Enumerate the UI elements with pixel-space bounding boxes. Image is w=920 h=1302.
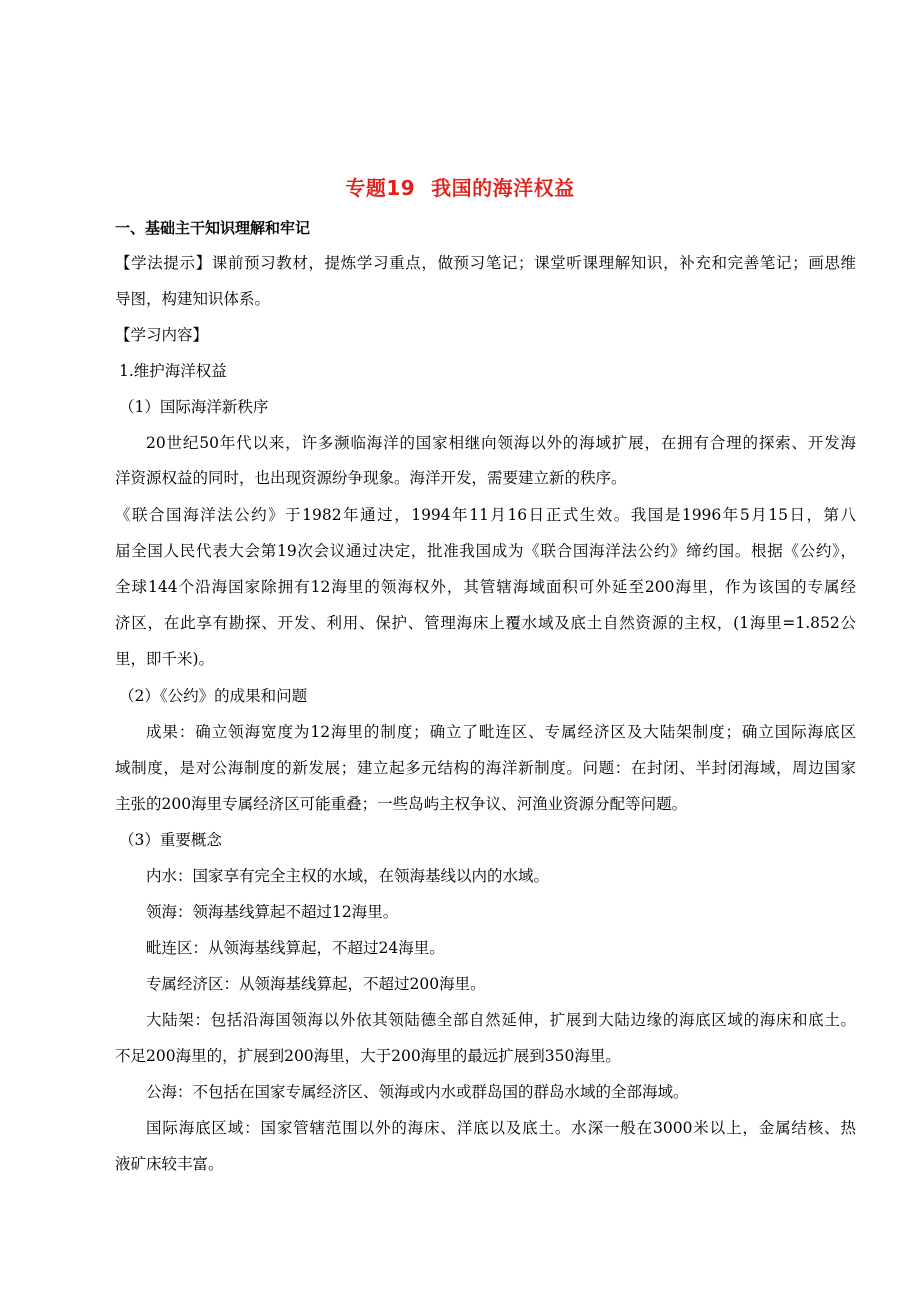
concept-continental-shelf-line-2: 不足200海里的，扩展到200海里，大于200海里的最远扩展到350海里。 [115, 1047, 621, 1065]
tips-line-1: 【学法提示】课前预习教材，提炼学习重点，做预习笔记；课堂听课理解知识，补充和完善笔记；画思维 [115, 254, 856, 272]
paragraph-2-line-4: 济区，在此享有勘探、开发、利用、保护、管理海床上覆水域及底土自然资源的主权，(1海里=1.852公 [115, 614, 856, 632]
paragraph-2-line-3: 全球144个沿海国家除拥有12海里的领海权外，其管辖海域面积可外延至200海里，作为该国的专属经 [115, 578, 856, 596]
paragraph-3-line-3: 主张的200海里专属经济区可能重叠；一些岛屿主权争议、河渔业资源分配等问题。 [115, 795, 688, 813]
concept-territorial-sea: 领海：领海基线算起不超过12海里。 [146, 903, 399, 921]
concept-internal-waters: 内水：国家享有完全主权的水域，在领海基线以内的水域。 [146, 867, 550, 885]
item-1-heading: 1.维护海洋权益 [119, 362, 227, 380]
subheading-3: （3）重要概念 [119, 831, 222, 849]
concept-high-seas: 公海：不包括在国家专属经济区、领海或内水或群岛国的群岛水域的全部海域。 [146, 1083, 689, 1101]
paragraph-3-line-2: 域制度，是对公海制度的新发展；建立起多元结构的海洋新制度。问题：在封闭、半封闭海域，周边国家 [115, 759, 856, 777]
concept-seabed-area-line-1: 国际海底区域：国家管辖范围以外的海床、洋底以及底土。水深一般在3000米以上，金属结核、热 [146, 1119, 856, 1137]
page-title [0, 172, 920, 201]
paragraph-3-line-1: 成果：确立领海宽度为12海里的制度；确立了毗连区、专属经济区及大陆架制度；确立国际海底区 [146, 723, 856, 741]
title-number: 专题19 [345, 176, 416, 200]
paragraph-1-line-1: 20世纪50年代以来，许多濒临海洋的国家相继向领海以外的海域扩展，在拥有合理的探索、开发海 [146, 434, 856, 452]
content-label: 【学习内容】 [115, 326, 209, 344]
paragraph-1-line-2: 洋资源权益的同时，也出现资源纷争现象。海洋开发，需要建立新的秩序。 [115, 469, 627, 487]
concept-eez: 专属经济区：从领海基线算起，不超过200海里。 [146, 975, 486, 993]
concept-continental-shelf-line-1: 大陆架：包括沿海国领海以外依其领陆德全部自然延伸，扩展到大陆边缘的海底区域的海床和底土。 [146, 1011, 856, 1029]
tips-line-2: 导图，构建知识体系。 [115, 290, 271, 308]
concept-seabed-area-line-2: 液矿床较丰富。 [115, 1155, 224, 1173]
paragraph-2-line-2: 届全国人民代表大会第19次会议通过决定，批准我国成为《联合国海洋法公约》缔约国。根据《公约》， [115, 542, 856, 560]
title-text: 我国的海洋权益 [431, 176, 575, 200]
paragraph-2-line-1: 《联合国海洋法公约》于1982年通过，1994年11月16日正式生效。我国是1996年5月15日，第八 [115, 506, 856, 524]
section-heading: 一、基础主干知识理解和牢记 [115, 219, 311, 237]
subheading-1: （1）国际海洋新秩序 [119, 398, 269, 416]
paragraph-2-line-5: 里，即千米)。 [115, 650, 215, 668]
subheading-2: （2）《公约》的成果和问题 [119, 687, 308, 705]
concept-contiguous-zone: 毗连区：从领海基线算起，不超过24海里。 [146, 939, 445, 957]
